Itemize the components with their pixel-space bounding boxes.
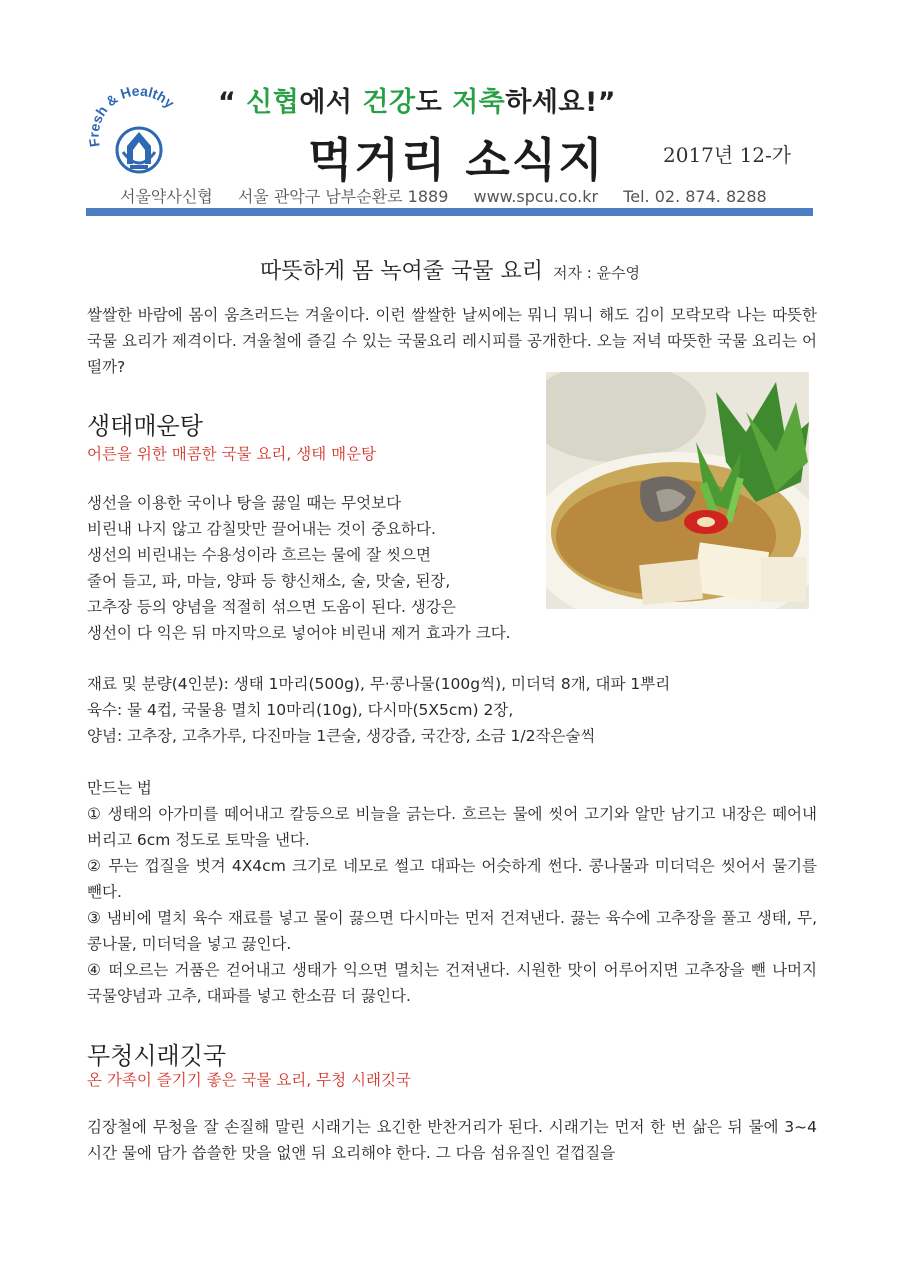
body-line: 생선이 다 익은 뒤 마지막으로 넣어야 비린내 제거 효과가 크다.	[87, 624, 511, 642]
section-title-siraegi: 무청시래깃국	[87, 1042, 227, 1070]
phone-number: Tel. 02. 874. 8288	[623, 187, 767, 206]
method-steps	[87, 775, 817, 1009]
slogan: “ 신협에서 건강도 저축하세요!”	[218, 87, 617, 118]
section-title-saengtae: 생태매운탕	[87, 412, 203, 440]
ingredient-line: 양념: 고추장, 고추가루, 다진마늘 1큰술, 생강즙, 국간장, 소금 1/2작은술씩	[87, 727, 596, 745]
section-subtitle-siraegi: 온 가족이 즐기기 좋은 국물 요리, 무청 시래깃국	[87, 1071, 411, 1089]
body-line: 생선을 이용한 국이나 탕을 끓일 때는 무엇보다	[87, 494, 402, 512]
svg-text:Fresh & Healthy	[86, 83, 178, 148]
section-subtitle-saengtae: 어른을 위한 매콤한 국물 요리, 생태 매운탕	[87, 445, 377, 463]
org-name: 서울약사신협	[120, 187, 213, 206]
website-link[interactable]: www.spcu.co.kr	[473, 187, 599, 206]
method-step-4: ④ 떠오르는 거품은 걷어내고 생태가 익으면 멸치는 건져낸다. 시원한 맛이 어루어지면 고추장을 뺀 나머지 국물양념과 고추, 대파를 넣고 한소끔 더 끓인다.	[87, 961, 817, 1005]
body-line: 생선의 비린내는 수용성이라 흐르는 물에 잘 씻으면	[87, 546, 431, 564]
ingredient-line: 육수: 물 4컵, 국물용 멸치 10마리(10g), 다시마(5X5cm) 2장,	[87, 701, 514, 719]
ingredients-list	[87, 671, 817, 749]
issue-number: 2017년 12-가	[663, 143, 792, 167]
body-line: 고추장 등의 양념을 적절히 섞으면 도움이 된다. 생강은	[87, 598, 456, 616]
contact-info-bar	[120, 184, 787, 207]
stew-photo	[546, 372, 809, 609]
method-step-3: ③ 냄비에 멸치 육수 재료를 넣고 물이 끓으면 다시마는 먼저 건져낸다. 끓는 육수에 고추장을 풀고 생태, 무, 콩나물, 미더덕을 넣고 끓인다.	[87, 909, 817, 953]
section-body-siraegi: 김장철에 무청을 잘 손질해 말린 시래기는 요긴한 반찬거리가 된다. 시래기는 먼저 한 번 삶은 뒤 물에 3~4시간 물에 담가 씁쓸한 맛을 없앤 뒤 요리해야 한다. 그 다음 섬유질인 겉껍질을	[87, 1118, 817, 1162]
header-divider	[86, 208, 813, 216]
intro-paragraph: 쌀쌀한 바람에 몸이 움츠러드는 겨울이다. 이런 쌀쌀한 날씨에는 뭐니 뭐니 해도 김이 모락모락 나는 따뜻한 국물 요리가 제격이다. 겨울철에 즐길 수 있는 국물요리 레시피를 공개한다. 오늘 저녁 따뜻한 국물 요리는 어떨까?	[87, 306, 817, 376]
section-body-saengtae	[87, 490, 557, 646]
logo-text: Fresh & Healthy	[86, 82, 178, 148]
newsletter-title: 먹거리 소식지	[308, 133, 605, 187]
method-step-1: ① 생태의 아가미를 떼어내고 칼등으로 비늘을 긁는다. 흐르는 물에 씻어 고기와 알만 남기고 내장은 떼어내 버리고 6cm 정도로 토막을 낸다.	[87, 805, 817, 849]
article-author: 저자 : 윤수영	[552, 264, 641, 282]
article-title-text: 따뜻하게 몸 녹여줄 국물 요리	[259, 259, 543, 284]
body-line: 줄어 들고, 파, 마늘, 양파 등 향신채소, 술, 맛술, 된장,	[87, 572, 451, 590]
credit-union-logo	[86, 80, 190, 184]
body-line: 비린내 나지 않고 감칠맛만 끌어내는 것이 중요하다.	[87, 520, 436, 538]
method-title: 만드는 법	[87, 779, 152, 797]
org-address: 서울 관악구 남부순환로 1889	[237, 187, 449, 206]
article-title	[0, 254, 900, 285]
ingredient-line: 재료 및 분량(4인분): 생태 1마리(500g), 무·콩나물(100g씩), 미더덕 8개, 대파 1뿌리	[87, 675, 671, 693]
method-step-2: ② 무는 껍질을 벗겨 4X4cm 크기로 네모로 썰고 대파는 어슷하게 썬다. 콩나물과 미더덕은 씻어서 물기를 뺀다.	[87, 857, 817, 901]
